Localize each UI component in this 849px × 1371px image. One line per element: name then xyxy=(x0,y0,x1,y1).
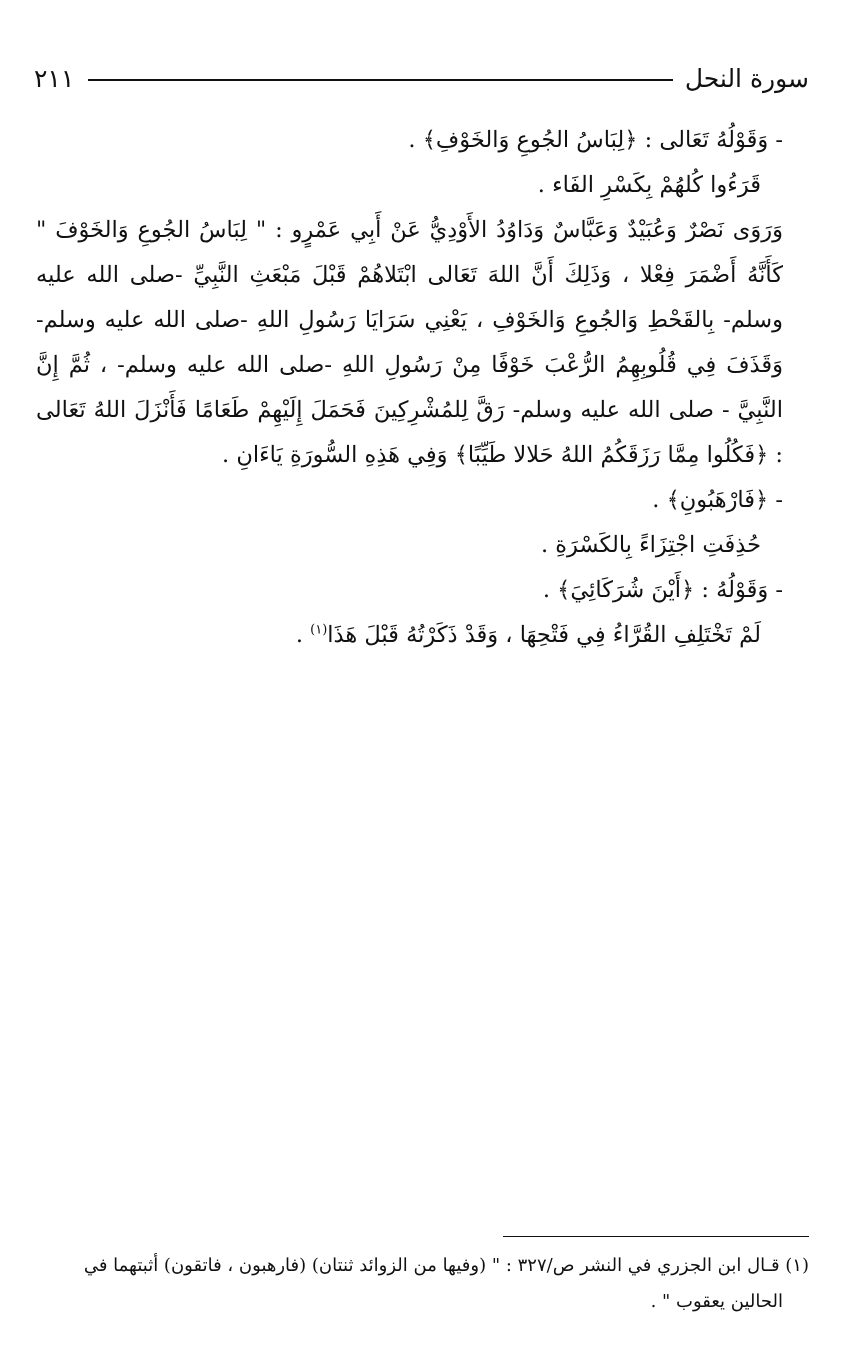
paragraph-verse-partners: - وَقَوْلُهُ : ﴿أَيْنَ شُرَكَائِيَ﴾ . xyxy=(542,577,783,603)
paragraph-verse-fear: - ﴿فَارْهَبُونِ﴾ . xyxy=(652,487,783,513)
footnote-reference: (١) xyxy=(310,622,328,638)
paragraph-verse-clothing: - وَقَوْلُهُ تَعَالى : ﴿لِبَاسُ الجُوعِ وَالخَوْفِ﴾ . xyxy=(408,127,783,153)
surah-title: سورة النحل xyxy=(684,63,809,93)
page-number: ٢١١ xyxy=(34,63,75,93)
footnote-separator xyxy=(503,1236,809,1237)
main-text xyxy=(36,118,809,658)
footnote-1-line-1: (١) قـال ابن الجزري في النشر ص/٣٢٧ : " (وفيها من الزوائد ثنتان) (فارهبون ، فاتقون) أثبتهما في xyxy=(83,1255,809,1276)
paragraph-reading-note: قَرَءُوا كُلهُمْ بِكَسْرِ الفَاء . xyxy=(537,172,761,198)
paragraph-narration: وَرَوَى نَصْرٌ وَعُبَيْدٌ وَعَبَّاسٌ وَدَاوُدُ الأَوْدِيُّ عَنْ أَبِي عَمْرٍو : " لِبَاسُ الجُوعِ وَالخَوْفَ " كَأَنَّهُ أَضْمَرَ فِعْلا ، وَذَلِكَ أَنَّ اللهَ تَعَالى ابْتَلاهُمْ قَبْلَ مَبْعَثِ النَّبِيِّ -صلى الله عليه وسلم- بِالقَحْطِ وَالجُوعِ وَالخَوْفِ ، يَعْنِي سَرَايَا رَسُولِ اللهِ -صلى الله عليه وسلم- وَقَذَفَ فِي قُلُوبِهِمُ الرُّعْبَ خَوْفًا مِنْ رَسُولِ اللهِ -صلى الله عليه وسلم- ، ثُمَّ إِنَّ النَّبِيَّ - صلى الله عليه وسلم- رَقَّ لِلمُشْرِكِينَ فَحَمَلَ إِلَيْهِمْ طَعَامًا فَأَنْزَلَ اللهُ تَعَالى : ﴿فَكُلُوا مِمَّا رَزَقَكُمُ اللهُ حَلالا طَيِّبًا﴾ وَفِي هَذِهِ السُّورَةِ يَاءَانِ . xyxy=(36,217,783,468)
header-rule xyxy=(88,79,673,81)
paragraph-omission-note: حُذِفَتِ اجْتِزَاءً بِالكَسْرَةِ . xyxy=(540,532,761,558)
fatha-note-text: لَمْ تَخْتَلِفِ القُرَّاءُ فِي فَتْحِهَا ، وَقَدْ ذَكَرْتُهُ قَبْلَ هَذَا xyxy=(327,622,761,648)
footnotes xyxy=(30,1248,809,1320)
footnote-1-line-2: الحالين يعقوب " . xyxy=(650,1291,783,1312)
fatha-note-end: . xyxy=(295,622,311,648)
page-header xyxy=(34,58,809,98)
paragraph-fatha-note xyxy=(36,613,809,658)
